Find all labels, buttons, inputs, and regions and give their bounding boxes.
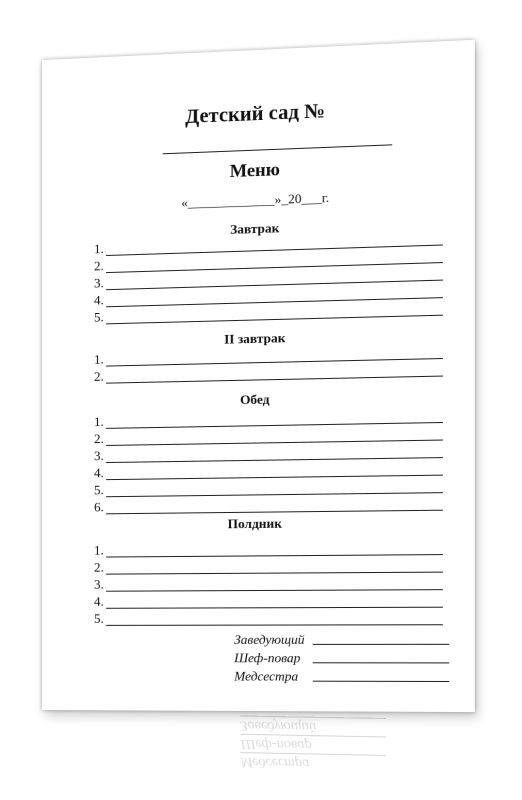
row-number: 5. bbox=[94, 309, 104, 325]
row-number: 3. bbox=[94, 448, 104, 464]
row-number: 1. bbox=[94, 542, 104, 558]
menu-form-sheet bbox=[42, 40, 475, 712]
row-number: 5. bbox=[94, 482, 104, 498]
reflection-signatures bbox=[42, 712, 475, 784]
row-number: 5. bbox=[94, 610, 104, 626]
afternoon-snack-row-2 bbox=[94, 558, 443, 575]
row-number: 2. bbox=[94, 368, 104, 384]
reflection-signature-head: Заведующий bbox=[240, 715, 386, 736]
signature-label: Заведующий bbox=[234, 631, 305, 647]
row-number: 1. bbox=[94, 351, 104, 367]
row-number: 4. bbox=[94, 465, 104, 481]
lunch-row-5 bbox=[94, 479, 443, 498]
signature-nurse bbox=[234, 668, 449, 684]
entry-line bbox=[106, 572, 443, 575]
entry-line bbox=[106, 376, 443, 384]
lunch-row-3 bbox=[94, 444, 443, 464]
section-title-second-breakfast: II завтрак bbox=[224, 329, 286, 347]
entry-line bbox=[106, 624, 443, 626]
reflection-signature-chef: Шеф-повар bbox=[240, 734, 386, 755]
row-number: 4. bbox=[94, 593, 104, 609]
afternoon-snack-row-4 bbox=[94, 593, 443, 609]
entry-line bbox=[106, 607, 443, 609]
row-number: 1. bbox=[94, 413, 104, 430]
kindergarten-number-line bbox=[163, 144, 392, 154]
afternoon-snack-row-3 bbox=[94, 576, 443, 592]
section-title-breakfast: Завтрак bbox=[230, 220, 280, 237]
signature-line bbox=[313, 644, 450, 645]
row-number: 3. bbox=[94, 275, 104, 291]
kindergarten-title: Детский сад № bbox=[185, 99, 326, 129]
row-number: 2. bbox=[94, 430, 104, 447]
date-field: «_____________»_20___г. bbox=[181, 189, 330, 211]
signature-label: Шеф-повар bbox=[234, 650, 301, 666]
reflection-signature-nurse: Медсестра bbox=[240, 752, 386, 773]
row-number: 6. bbox=[94, 499, 104, 515]
lunch-row-6 bbox=[94, 496, 443, 514]
entry-line bbox=[106, 589, 443, 592]
section-title-afternoon-snack: Полдник bbox=[227, 515, 282, 532]
afternoon-snack-row-1 bbox=[94, 541, 443, 558]
signature-chef bbox=[234, 650, 449, 665]
lunch-row-2 bbox=[94, 426, 443, 446]
signature-head bbox=[234, 631, 449, 647]
row-number: 1. bbox=[94, 241, 104, 257]
menu-heading: Меню bbox=[229, 158, 280, 182]
row-number: 2. bbox=[94, 559, 104, 575]
row-number: 3. bbox=[94, 576, 104, 592]
entry-line bbox=[106, 315, 443, 325]
signature-line bbox=[313, 662, 450, 663]
signature-line bbox=[313, 681, 450, 682]
afternoon-snack-row-5 bbox=[94, 611, 443, 626]
row-number: 4. bbox=[94, 292, 104, 308]
sheet-reflection bbox=[42, 712, 475, 800]
section-title-lunch: Обед bbox=[240, 391, 270, 408]
lunch-row-4 bbox=[94, 461, 443, 480]
signature-label: Медсестра bbox=[234, 668, 299, 684]
entry-line bbox=[106, 554, 443, 557]
row-number: 2. bbox=[94, 258, 104, 274]
